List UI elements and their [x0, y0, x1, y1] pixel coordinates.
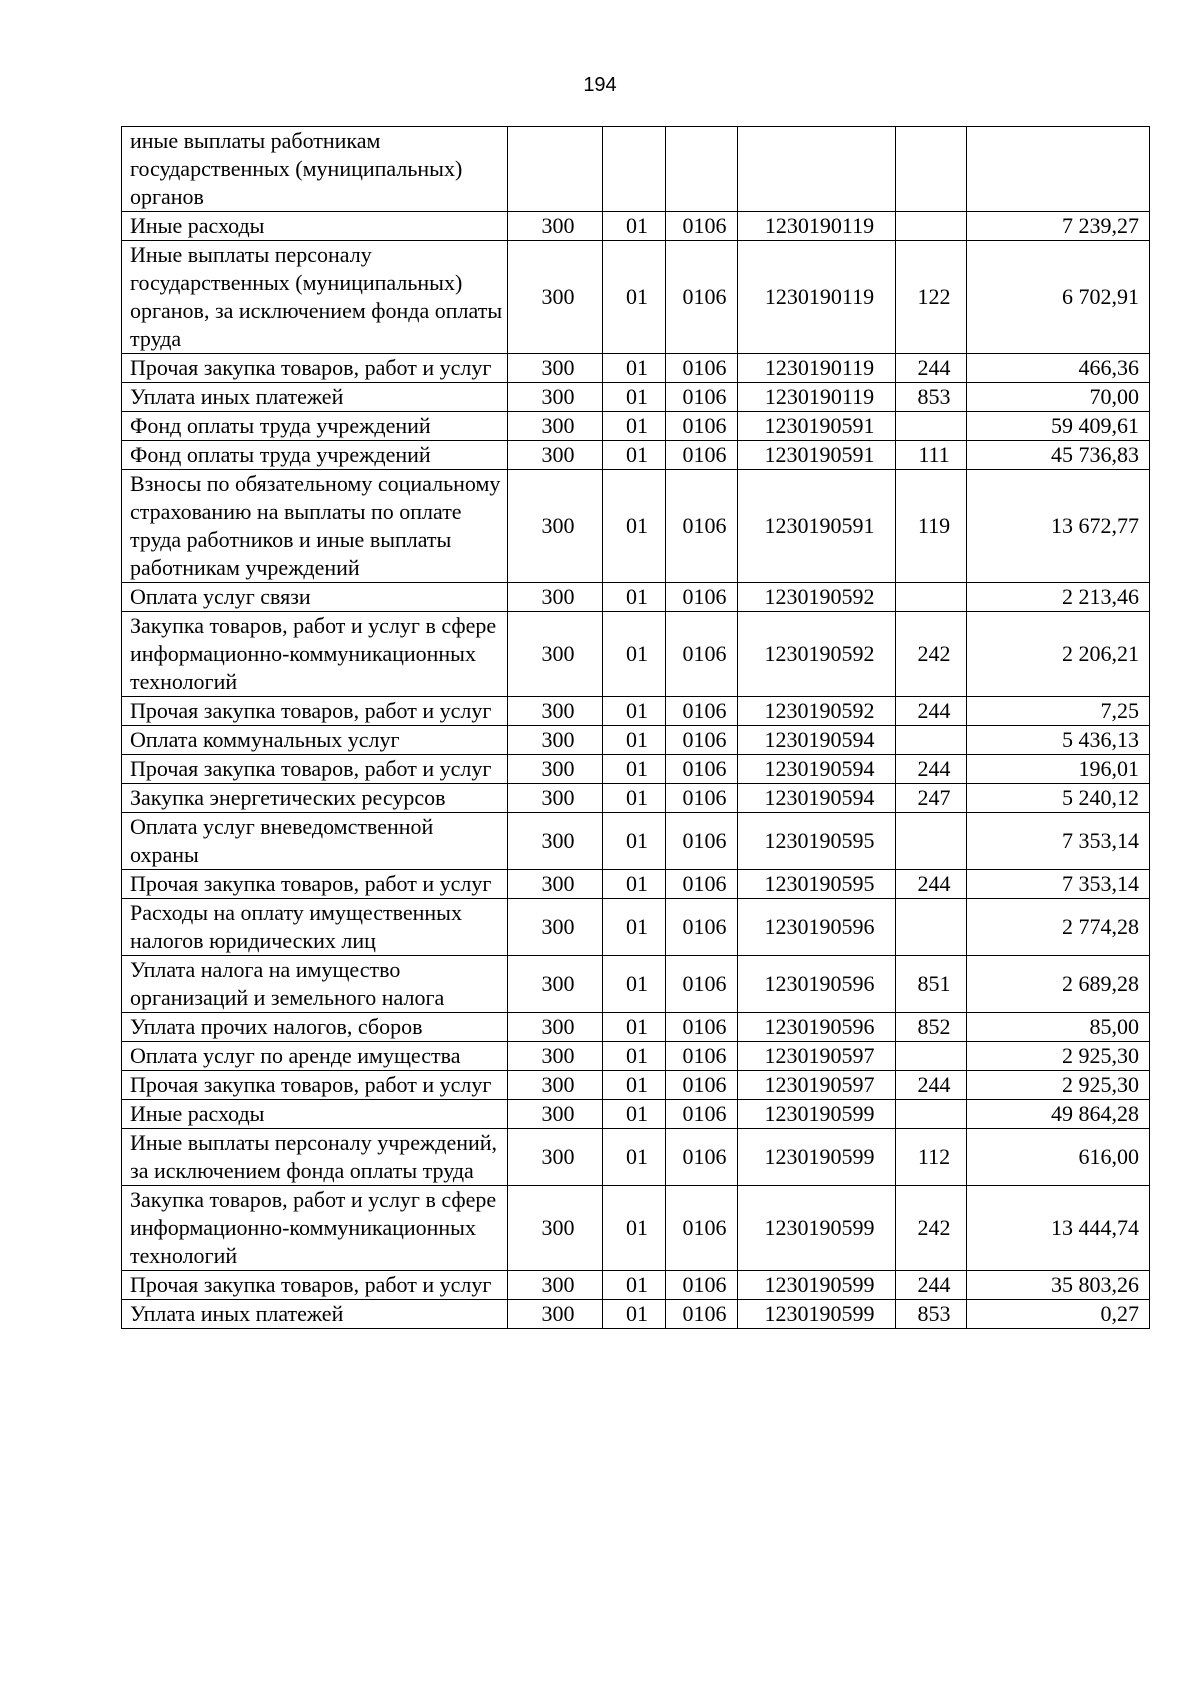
target-article-cell: 1230190599	[738, 1129, 896, 1186]
expense-type-cell: 244	[896, 354, 967, 383]
target-article-cell: 1230190596	[738, 1013, 896, 1042]
expense-type-cell	[896, 212, 967, 241]
subsection-code-cell: 0106	[666, 1300, 738, 1329]
amount-cell	[967, 127, 1150, 212]
table-row	[122, 755, 1150, 784]
table-row	[122, 412, 1150, 441]
expense-name-cell: Иные расходы	[122, 212, 508, 241]
target-article-cell: 1230190591	[738, 441, 896, 470]
target-article-cell: 1230190597	[738, 1042, 896, 1071]
target-article-cell: 1230190591	[738, 412, 896, 441]
target-article-cell: 1230190119	[738, 383, 896, 412]
subsection-code-cell: 0106	[666, 354, 738, 383]
ministry-code-cell: 300	[508, 383, 603, 412]
table-row	[122, 870, 1150, 899]
section-code-cell: 01	[603, 583, 666, 612]
amount-cell: 616,00	[967, 1129, 1150, 1186]
section-code-cell: 01	[603, 1071, 666, 1100]
expense-name-cell: Уплата иных платежей	[122, 1300, 508, 1329]
ministry-code-cell: 300	[508, 612, 603, 697]
amount-cell: 49 864,28	[967, 1100, 1150, 1129]
subsection-code-cell: 0106	[666, 870, 738, 899]
ministry-code-cell: 300	[508, 1042, 603, 1071]
subsection-code-cell: 0106	[666, 412, 738, 441]
expense-name-cell: Прочая закупка товаров, работ и услуг	[122, 354, 508, 383]
target-article-cell: 1230190119	[738, 241, 896, 354]
subsection-code-cell: 0106	[666, 899, 738, 956]
target-article-cell	[738, 127, 896, 212]
expense-type-cell: 244	[896, 1071, 967, 1100]
expense-type-cell	[896, 813, 967, 870]
subsection-code-cell: 0106	[666, 470, 738, 583]
expense-type-cell	[896, 412, 967, 441]
section-code-cell: 01	[603, 784, 666, 813]
section-code-cell: 01	[603, 1186, 666, 1271]
expense-type-cell: 119	[896, 470, 967, 583]
expense-type-cell: 853	[896, 1300, 967, 1329]
expense-type-cell	[896, 899, 967, 956]
subsection-code-cell: 0106	[666, 1042, 738, 1071]
target-article-cell: 1230190594	[738, 784, 896, 813]
expense-name-cell: Фонд оплаты труда учреждений	[122, 412, 508, 441]
amount-cell: 13 444,74	[967, 1186, 1150, 1271]
ministry-code-cell	[508, 127, 603, 212]
expense-name-cell: Взносы по обязательному социальному страхованию на выплаты по оплате труда работников и иные выплаты работникам учреждений	[122, 470, 508, 583]
target-article-cell: 1230190599	[738, 1100, 896, 1129]
expense-name-cell: Оплата коммунальных услуг	[122, 726, 508, 755]
expense-name-cell: Закупка товаров, работ и услуг в сфере информационно-коммуникационных технологий	[122, 1186, 508, 1271]
ministry-code-cell: 300	[508, 470, 603, 583]
expense-type-cell: 244	[896, 697, 967, 726]
expense-type-cell	[896, 583, 967, 612]
ministry-code-cell: 300	[508, 1271, 603, 1300]
ministry-code-cell: 300	[508, 956, 603, 1013]
table-row	[122, 1100, 1150, 1129]
target-article-cell: 1230190594	[738, 726, 896, 755]
section-code-cell: 01	[603, 726, 666, 755]
table-row	[122, 583, 1150, 612]
subsection-code-cell: 0106	[666, 1186, 738, 1271]
table-row	[122, 956, 1150, 1013]
expense-type-cell: 242	[896, 612, 967, 697]
table-row	[122, 813, 1150, 870]
target-article-cell: 1230190595	[738, 870, 896, 899]
subsection-code-cell: 0106	[666, 956, 738, 1013]
amount-cell: 196,01	[967, 755, 1150, 784]
expense-name-cell: Прочая закупка товаров, работ и услуг	[122, 1071, 508, 1100]
subsection-code-cell: 0106	[666, 212, 738, 241]
target-article-cell: 1230190592	[738, 583, 896, 612]
amount-cell: 35 803,26	[967, 1271, 1150, 1300]
table-row	[122, 612, 1150, 697]
expense-name-cell: Оплата услуг вневедомственной охраны	[122, 813, 508, 870]
table-row	[122, 784, 1150, 813]
expense-name-cell: Фонд оплаты труда учреждений	[122, 441, 508, 470]
section-code-cell: 01	[603, 470, 666, 583]
subsection-code-cell: 0106	[666, 784, 738, 813]
table-row	[122, 1042, 1150, 1071]
section-code-cell: 01	[603, 1042, 666, 1071]
amount-cell: 2 925,30	[967, 1042, 1150, 1071]
section-code-cell: 01	[603, 1271, 666, 1300]
ministry-code-cell: 300	[508, 1129, 603, 1186]
table-row	[122, 1071, 1150, 1100]
expense-name-cell: Оплата услуг по аренде имущества	[122, 1042, 508, 1071]
amount-cell: 5 240,12	[967, 784, 1150, 813]
ministry-code-cell: 300	[508, 784, 603, 813]
section-code-cell: 01	[603, 1013, 666, 1042]
amount-cell: 85,00	[967, 1013, 1150, 1042]
target-article-cell: 1230190599	[738, 1300, 896, 1329]
section-code-cell: 01	[603, 697, 666, 726]
ministry-code-cell: 300	[508, 870, 603, 899]
target-article-cell: 1230190119	[738, 212, 896, 241]
expense-name-cell: Иные выплаты персоналу учреждений, за исключением фонда оплаты труда	[122, 1129, 508, 1186]
subsection-code-cell: 0106	[666, 1100, 738, 1129]
amount-cell: 7,25	[967, 697, 1150, 726]
expense-name-cell: Уплата прочих налогов, сборов	[122, 1013, 508, 1042]
amount-cell: 13 672,77	[967, 470, 1150, 583]
target-article-cell: 1230190597	[738, 1071, 896, 1100]
ministry-code-cell: 300	[508, 354, 603, 383]
subsection-code-cell: 0106	[666, 383, 738, 412]
amount-cell: 2 925,30	[967, 1071, 1150, 1100]
expense-name-cell: Прочая закупка товаров, работ и услуг	[122, 697, 508, 726]
expense-type-cell: 242	[896, 1186, 967, 1271]
expense-type-cell	[896, 1042, 967, 1071]
ministry-code-cell: 300	[508, 241, 603, 354]
target-article-cell: 1230190592	[738, 612, 896, 697]
amount-cell: 2 206,21	[967, 612, 1150, 697]
table-row	[122, 441, 1150, 470]
subsection-code-cell: 0106	[666, 1013, 738, 1042]
section-code-cell: 01	[603, 241, 666, 354]
ministry-code-cell: 300	[508, 412, 603, 441]
amount-cell: 5 436,13	[967, 726, 1150, 755]
ministry-code-cell: 300	[508, 1100, 603, 1129]
subsection-code-cell: 0106	[666, 1129, 738, 1186]
section-code-cell: 01	[603, 956, 666, 1013]
table-row	[122, 1186, 1150, 1271]
table-row	[122, 470, 1150, 583]
expense-type-cell	[896, 1100, 967, 1129]
amount-cell: 45 736,83	[967, 441, 1150, 470]
amount-cell: 2 689,28	[967, 956, 1150, 1013]
amount-cell: 7 239,27	[967, 212, 1150, 241]
amount-cell: 70,00	[967, 383, 1150, 412]
expense-type-cell	[896, 127, 967, 212]
subsection-code-cell: 0106	[666, 726, 738, 755]
section-code-cell: 01	[603, 1300, 666, 1329]
section-code-cell: 01	[603, 1100, 666, 1129]
subsection-code-cell: 0106	[666, 241, 738, 354]
expense-name-cell: Иные расходы	[122, 1100, 508, 1129]
table-row	[122, 726, 1150, 755]
expense-name-cell: Прочая закупка товаров, работ и услуг	[122, 755, 508, 784]
ministry-code-cell: 300	[508, 1013, 603, 1042]
subsection-code-cell: 0106	[666, 612, 738, 697]
expense-type-cell: 244	[896, 1271, 967, 1300]
ministry-code-cell: 300	[508, 697, 603, 726]
target-article-cell: 1230190596	[738, 956, 896, 1013]
amount-cell: 2 774,28	[967, 899, 1150, 956]
ministry-code-cell: 300	[508, 726, 603, 755]
ministry-code-cell: 300	[508, 755, 603, 784]
ministry-code-cell: 300	[508, 441, 603, 470]
target-article-cell: 1230190599	[738, 1271, 896, 1300]
section-code-cell: 01	[603, 870, 666, 899]
expense-type-cell: 853	[896, 383, 967, 412]
target-article-cell: 1230190119	[738, 354, 896, 383]
page-number: 194	[583, 74, 617, 96]
table-row	[122, 899, 1150, 956]
section-code-cell: 01	[603, 899, 666, 956]
expense-name-cell: Оплата услуг связи	[122, 583, 508, 612]
expense-name-cell: Прочая закупка товаров, работ и услуг	[122, 870, 508, 899]
ministry-code-cell: 300	[508, 1071, 603, 1100]
expense-type-cell: 244	[896, 755, 967, 784]
subsection-code-cell: 0106	[666, 813, 738, 870]
ministry-code-cell: 300	[508, 1186, 603, 1271]
amount-cell: 7 353,14	[967, 870, 1150, 899]
target-article-cell: 1230190592	[738, 697, 896, 726]
target-article-cell: 1230190599	[738, 1186, 896, 1271]
expense-name-cell: Иные выплаты персоналу государственных (муниципальных) органов, за исключением фонда оплаты труда	[122, 241, 508, 354]
target-article-cell: 1230190596	[738, 899, 896, 956]
target-article-cell: 1230190594	[738, 755, 896, 784]
ministry-code-cell: 300	[508, 899, 603, 956]
table-row	[122, 1300, 1150, 1329]
section-code-cell: 01	[603, 1129, 666, 1186]
table-row	[122, 697, 1150, 726]
expense-name-cell: Прочая закупка товаров, работ и услуг	[122, 1271, 508, 1300]
ministry-code-cell: 300	[508, 1300, 603, 1329]
table-row	[122, 212, 1150, 241]
subsection-code-cell: 0106	[666, 1071, 738, 1100]
expense-name-cell: Расходы на оплату имущественных налогов юридических лиц	[122, 899, 508, 956]
amount-cell: 466,36	[967, 354, 1150, 383]
ministry-code-cell: 300	[508, 813, 603, 870]
target-article-cell: 1230190595	[738, 813, 896, 870]
section-code-cell: 01	[603, 354, 666, 383]
table-row	[122, 383, 1150, 412]
subsection-code-cell: 0106	[666, 441, 738, 470]
amount-cell: 59 409,61	[967, 412, 1150, 441]
ministry-code-cell: 300	[508, 212, 603, 241]
section-code-cell: 01	[603, 755, 666, 784]
expense-type-cell: 122	[896, 241, 967, 354]
expense-type-cell: 247	[896, 784, 967, 813]
amount-cell: 0,27	[967, 1300, 1150, 1329]
table-row	[122, 1013, 1150, 1042]
table-row	[122, 1271, 1150, 1300]
section-code-cell: 01	[603, 212, 666, 241]
table-row	[122, 241, 1150, 354]
expense-type-cell: 244	[896, 870, 967, 899]
amount-cell: 2 213,46	[967, 583, 1150, 612]
table-row	[122, 127, 1150, 212]
expense-type-cell: 112	[896, 1129, 967, 1186]
section-code-cell: 01	[603, 441, 666, 470]
section-code-cell: 01	[603, 412, 666, 441]
expense-type-cell: 111	[896, 441, 967, 470]
expense-name-cell: иные выплаты работникам государственных (муниципальных) органов	[122, 127, 508, 212]
table-row	[122, 1129, 1150, 1186]
budget-table-body	[122, 127, 1150, 1329]
expense-type-cell: 851	[896, 956, 967, 1013]
expense-name-cell: Уплата иных платежей	[122, 383, 508, 412]
expense-type-cell: 852	[896, 1013, 967, 1042]
table-row	[122, 354, 1150, 383]
expense-name-cell: Уплата налога на имущество организаций и земельного налога	[122, 956, 508, 1013]
subsection-code-cell: 0106	[666, 1271, 738, 1300]
subsection-code-cell: 0106	[666, 583, 738, 612]
subsection-code-cell	[666, 127, 738, 212]
section-code-cell	[603, 127, 666, 212]
expense-name-cell: Закупка энергетических ресурсов	[122, 784, 508, 813]
section-code-cell: 01	[603, 383, 666, 412]
amount-cell: 6 702,91	[967, 241, 1150, 354]
amount-cell: 7 353,14	[967, 813, 1150, 870]
subsection-code-cell: 0106	[666, 755, 738, 784]
budget-table	[121, 126, 1150, 1329]
section-code-cell: 01	[603, 813, 666, 870]
ministry-code-cell: 300	[508, 583, 603, 612]
expense-type-cell	[896, 726, 967, 755]
subsection-code-cell: 0106	[666, 697, 738, 726]
expense-name-cell: Закупка товаров, работ и услуг в сфере информационно-коммуникационных технологий	[122, 612, 508, 697]
target-article-cell: 1230190591	[738, 470, 896, 583]
section-code-cell: 01	[603, 612, 666, 697]
